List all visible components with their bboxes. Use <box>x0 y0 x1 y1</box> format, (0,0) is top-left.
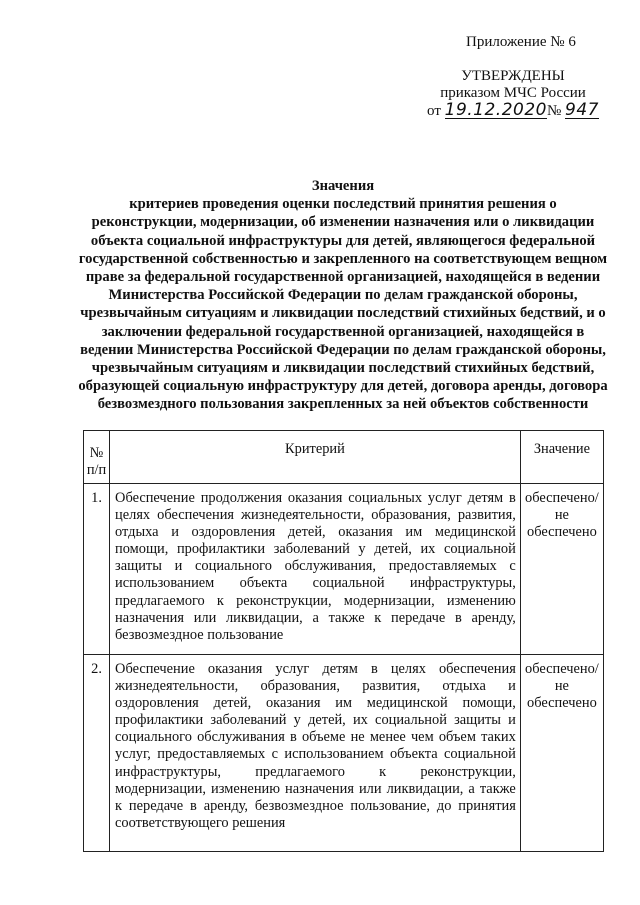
date-prefix: от <box>427 103 441 119</box>
document-title <box>78 177 608 414</box>
header-value: Значение <box>520 431 603 484</box>
number-prefix: № <box>546 103 562 119</box>
approval-date: 19.12.2020 <box>444 100 547 120</box>
title-heading: Значения <box>311 178 375 194</box>
row-criterion: Обеспечение оказания услуг детям в целях обеспечения жизнедеятельности, образования, развития, отдыха и оздоровления детей, оказания им медицинской помощи, профилактики заболеваний у детей, их социальной защиты и социального обслуживания в объеме не менее чем объем таких услуг, предоставляемых с использованием объекта социальной инфраструктуры, предлагаемого к реконструкции, модернизации, изменению назначения или ликвидации, а также к передаче в аренду, безвозмездное пользование, до принятия соответствующего решения <box>110 655 521 852</box>
approval-stamp <box>420 68 606 120</box>
row-value: обеспечено/ не обеспечено <box>520 484 603 655</box>
criteria-table <box>83 430 604 852</box>
header-num: № п/п <box>84 431 110 484</box>
title-body: критериев проведения оценки последствий принятия решения о реконструкции, модернизации, об изменении назначения или о ликвидации объекта социальной инфраструктуры для детей, являющегося федеральной государственной собственностью и закрепленного на соответствующем вещном праве за федеральной государственной организацией, находящейся в ведении Министерства Российской Федерации по делам гражданской обороны, чрезвычайным ситуациям и ликвидации последствий стихийных бедствий, и о заключении федеральной государственной организацией, находящейся в ведении Министерства Российской Федерации по делам гражданской обороны, чрезвычайным ситуациям и ликвидации последствий стихийных бедствий, образующей социальную инфраструктуру для детей, договора аренды, договора безвозмездного пользования закрепленных за ней объектов собственности <box>78 196 608 413</box>
row-num: 1. <box>84 484 110 655</box>
table-header-row <box>84 431 604 484</box>
row-num: 2. <box>84 655 110 852</box>
annex-label: Приложение № 6 <box>466 34 576 50</box>
row-criterion: Обеспечение продолжения оказания социальных услуг детям в целях обеспечения жизнедеятельности, образования, развития, отдыха и оздоровления детей, оказания им медицинской помощи, профилактики заболеваний у детей, их социальной защиты и социального обслуживания, предоставляемых с использованием объекта социальной инфраструктуры, предлагаемого к реконструкции, модернизации, изменению назначения или ликвидации, а также к передаче в аренду, безвозмездное пользование <box>110 484 521 655</box>
row-value: обеспечено/ не обеспечено <box>520 655 603 852</box>
table-row <box>84 484 604 655</box>
table-row <box>84 655 604 852</box>
header-criterion: Критерий <box>110 431 521 484</box>
approval-order: приказом МЧС России <box>440 85 586 101</box>
approval-heading: УТВЕРЖДЕНЫ <box>461 68 565 84</box>
approval-number: 947 <box>565 100 599 120</box>
approval-date-line <box>420 102 606 120</box>
